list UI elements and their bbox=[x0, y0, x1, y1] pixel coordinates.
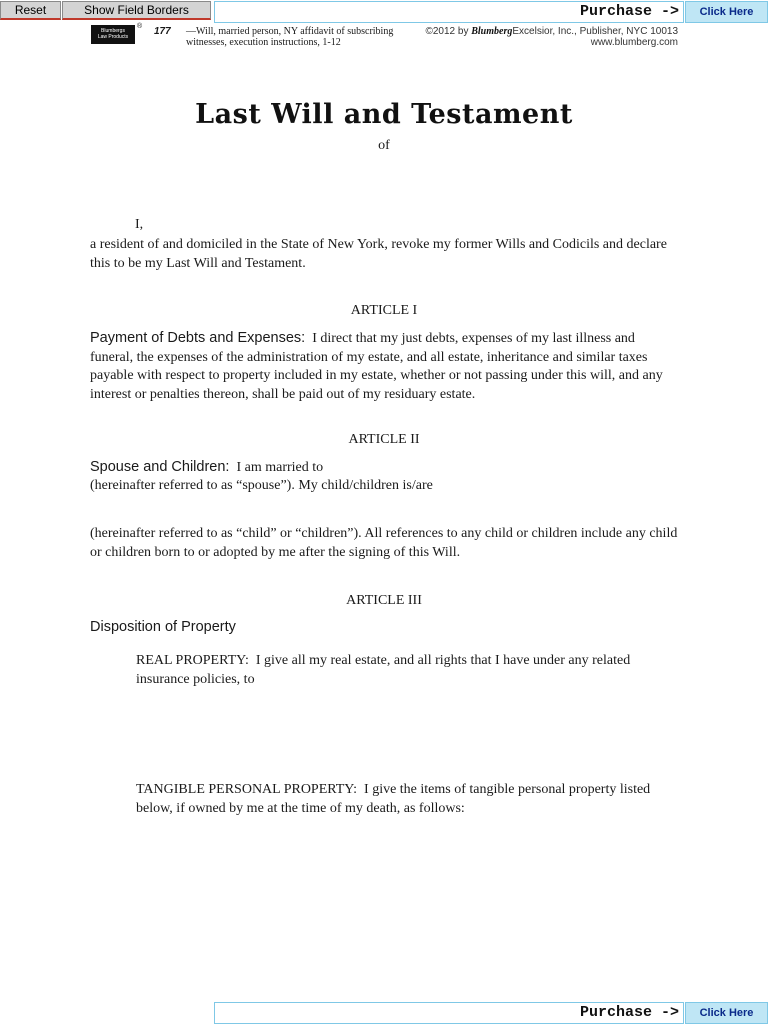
purchase-bar-bottom: Purchase -> bbox=[214, 1002, 684, 1024]
brand-name: Blumberg bbox=[471, 26, 513, 37]
article3-heading: ARTICLE III bbox=[346, 593, 422, 608]
real-property-label: REAL PROPERTY: bbox=[136, 653, 249, 668]
article3-subheading: Disposition of Property bbox=[90, 619, 236, 635]
document-title: Last Will and Testament bbox=[195, 99, 573, 130]
logo-line1: Blumbergs bbox=[101, 28, 125, 34]
real-property-paragraph bbox=[90, 652, 680, 689]
copyright-block bbox=[426, 26, 679, 48]
article1-heading: ARTICLE I bbox=[350, 303, 418, 318]
article2-text2: (hereinafter referred to as “spouse”). My child/children is/are bbox=[90, 478, 433, 493]
copyright-prefix: ©2012 by bbox=[425, 26, 472, 37]
form-number: 177 bbox=[154, 26, 171, 37]
purchase-bar-top: Purchase -> bbox=[214, 1, 684, 23]
intro-i: I, bbox=[135, 217, 144, 232]
logo-line2: Law Products bbox=[97, 34, 129, 40]
article1-subheading: Payment of Debts and Expenses: bbox=[90, 330, 306, 346]
copyright-suffix: Excelsior, Inc., Publisher, NYC 10013 bbox=[512, 26, 678, 37]
article2-heading: ARTICLE II bbox=[348, 432, 420, 447]
real-property-text: I give all my real estate, and all rights that I have under any related insurance policies, to bbox=[136, 653, 631, 687]
tangible-property-label: TANGIBLE PERSONAL PROPERTY: bbox=[136, 782, 358, 797]
article2-subheading: Spouse and Children: bbox=[90, 459, 230, 475]
registered-mark: ® bbox=[137, 23, 143, 30]
intro-text: a resident of and domiciled in the State of New York, revoke my former Wills and Codicils and declare this to be my Last Will and Testament. bbox=[90, 237, 667, 271]
article2-text1: I am married to bbox=[236, 460, 324, 475]
of-label: of bbox=[378, 138, 390, 153]
article1-text: I direct that my just debts, expenses of my last illness and funeral, the expenses of the administration of my estate, and all estate, inheritance and similar taxes payable with respect to property included in my estate, whether or not passing under this will, and any interest or penalties thereon, shall be paid out of my residuary estate. bbox=[90, 331, 663, 402]
form-description: —Will, married person, NY affidavit of subscribing witnesses, execution instructions, 1-12 bbox=[186, 26, 394, 48]
tangible-property-paragraph bbox=[90, 781, 680, 818]
click-here-button-top[interactable]: Click Here bbox=[685, 1, 768, 23]
blumberg-logo bbox=[91, 25, 135, 44]
tangible-property-text: I give the items of tangible personal property listed below, if owned by me at the time of my death, as follows: bbox=[136, 782, 651, 816]
article2-line1 bbox=[90, 458, 680, 478]
click-here-button-bottom[interactable]: Click Here bbox=[685, 1002, 768, 1024]
website: www.blumberg.com bbox=[590, 37, 678, 48]
article2-text3: (hereinafter referred to as “child” or “children”). All references to any child or children include any child or children born to or adopted by me after the signing of this Will. bbox=[90, 526, 678, 560]
show-field-borders-button[interactable]: Show Field Borders bbox=[62, 1, 211, 20]
article1-paragraph bbox=[90, 329, 680, 404]
reset-button[interactable]: Reset bbox=[0, 1, 61, 20]
